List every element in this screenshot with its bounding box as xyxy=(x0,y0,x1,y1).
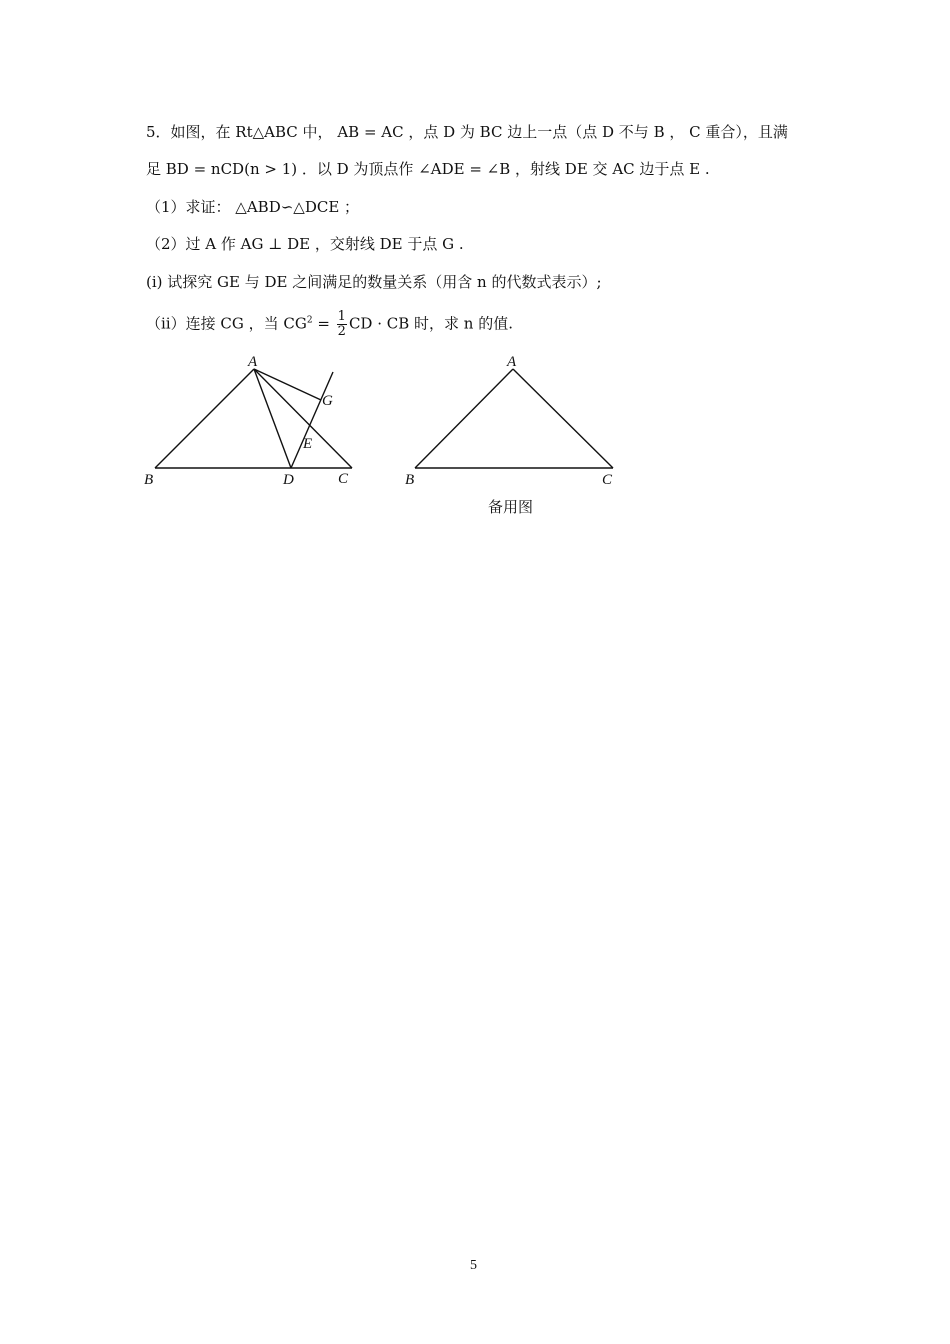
question-part-2: （2）过 A 作 AG ⊥ DE ，交射线 DE 于点 G . xyxy=(146,235,464,253)
problem-statement-line-2: 足 BD = nCD(n > 1) ．以 D 为顶点作 ∠ADE = ∠B ，射线 DE 交 AC 边于点 E . xyxy=(146,160,710,178)
backup-label-C: C xyxy=(602,472,613,488)
exponent: 2 xyxy=(306,315,313,326)
fraction-numerator: 1 xyxy=(337,309,346,324)
backup-label-B: B xyxy=(405,472,415,488)
label-G: G xyxy=(322,393,333,409)
equals: = xyxy=(312,314,335,333)
fraction-denominator: 2 xyxy=(337,324,346,339)
problem-statement-line-1: 5．如图，在 Rt△ABC 中， AB = AC ，点 D 为 BC 边上一点（点 D 不与 B ， C 重合），且满 xyxy=(146,123,788,141)
backup-label-A: A xyxy=(507,354,517,370)
label-D: D xyxy=(283,472,294,488)
question-part-2-i: (i) 试探究 GE 与 DE 之间满足的数量关系（用含 n 的代数式表示）; xyxy=(146,273,602,291)
question-part-1: （1）求证： △ABD∽△DCE ； xyxy=(146,198,360,216)
main-figure xyxy=(155,369,352,468)
part-2-ii-suffix: CD · CB 时，求 n 的值. xyxy=(348,314,513,333)
label-A: A xyxy=(248,354,258,370)
label-E: E xyxy=(303,436,313,452)
label-B: B xyxy=(144,472,154,488)
backup-figure xyxy=(415,369,613,468)
geometry-figures xyxy=(0,0,950,560)
part-2-ii-prefix: （ⅱ）连接 CG ，当 CG xyxy=(146,314,307,333)
label-C: C xyxy=(338,471,349,487)
backup-figure-caption: 备用图 xyxy=(488,498,534,516)
page-number: 5 xyxy=(470,1258,477,1273)
